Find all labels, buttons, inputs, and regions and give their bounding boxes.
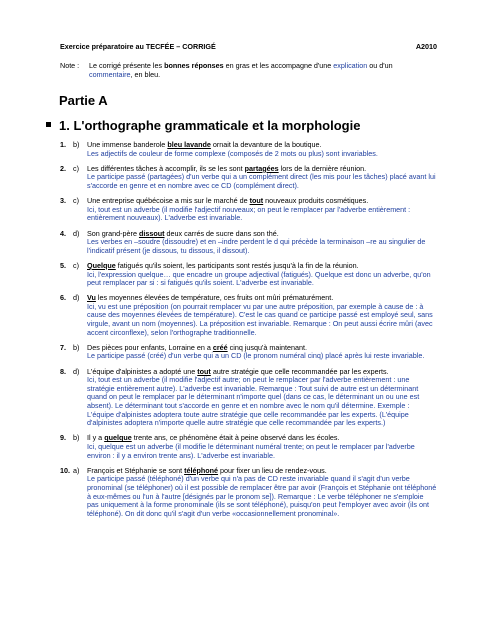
item-letter: b) bbox=[73, 433, 80, 443]
square-bullet-icon bbox=[46, 122, 51, 127]
answer-word: tout bbox=[249, 196, 264, 206]
sentence-text: Son grand-père bbox=[87, 228, 139, 238]
item-number: 2. bbox=[60, 163, 66, 173]
item-body bbox=[87, 344, 437, 361]
sentence-text: ornait la devanture de la boutique. bbox=[210, 140, 322, 149]
answer-item bbox=[60, 434, 437, 460]
item-letter: c) bbox=[73, 196, 79, 206]
sentence-text: L'équipe d'alpinistes a adopté une bbox=[87, 366, 198, 376]
answer-word: créé bbox=[212, 342, 228, 352]
answer-word: téléphoné bbox=[184, 465, 219, 475]
item-explanation: Les verbes en –soudre (dissoudre) et en –indre perdent le d qui précède la terminaison –re au singulier de l'indicatif présent (je dissous, tu dissous, il dissout). bbox=[87, 237, 426, 255]
item-explanation: Le participe passé (créé) d'un verbe qui a un CD (le pronom numéral cinq) placé après lui reste invariable. bbox=[87, 351, 425, 361]
answer-list bbox=[60, 141, 437, 525]
note-text: Le corrigé présente les bonnes réponses en gras et les accompagne d'une explication ou d'un commentaire, en bleu. bbox=[89, 61, 393, 80]
item-explanation: Ici, quelque est un adverbe (il modifie le déterminant numéral trente; on peut le remplacer par l'adverbe environ : il y a environ trente ans). L'adverbe est invariable. bbox=[87, 441, 415, 460]
answer-item bbox=[60, 262, 437, 288]
answer-item bbox=[60, 344, 437, 361]
item-body bbox=[87, 165, 437, 191]
answer-item bbox=[60, 467, 437, 519]
header-title: Exercice préparatoire au TECFÉE – CORRIGÉ bbox=[60, 42, 216, 51]
section-title: 1. L'orthographe grammaticale et la morphologie bbox=[46, 118, 360, 133]
item-explanation: Ici, vu est une préposition (on pourrait remplacer vu par une autre préposition, par exemple à cause de : à cause des moyennes élevées de température). C'est le cas quand ce participe passé est employé seul, sans virgule, avant un nom (moyennes). La préposition est invariable. Remarque : On peut aussi écrire mûri (avec accent circonflexe), selon l'orthographe traditionnelle. bbox=[87, 301, 433, 337]
answer-word: tout bbox=[197, 366, 211, 376]
item-body bbox=[87, 197, 437, 223]
item-letter: d) bbox=[73, 293, 80, 303]
answer-word: Vu bbox=[87, 293, 96, 303]
note-block bbox=[60, 61, 437, 80]
item-explanation: Les adjectifs de couleur de forme complexe (composés de 2 mots ou plus) sont invariables. bbox=[87, 148, 378, 158]
item-explanation: Ici, tout est un adverbe (il modifie l'adjectif nouveaux; on peut le remplacer par l'adverbe entièrement : entièrement nouveaux). L'adverbe est invariable. bbox=[87, 204, 411, 223]
sentence-text: les moyennes élevées de température, ces fruits ont mûri prématurément. bbox=[95, 293, 334, 303]
item-body bbox=[87, 467, 437, 519]
sentence-text: lors de la dernière réunion. bbox=[278, 163, 367, 173]
item-letter: c) bbox=[73, 260, 79, 270]
item-body bbox=[87, 230, 437, 256]
sentence-text: cinq jusqu'à maintenant. bbox=[227, 342, 307, 352]
item-letter: a) bbox=[73, 465, 80, 475]
item-letter: d) bbox=[73, 366, 80, 376]
item-explanation: Ici, l'expression quelque… que encadre un groupe adjectival (fatigués). Quelque est donc un adverbe, qu'on peut remplacer par si : si fatigués qu'ils soient. L'adverbe est invariable. bbox=[87, 269, 431, 288]
sentence-text: Une immense banderole bbox=[87, 140, 168, 149]
answer-word: quelque bbox=[104, 433, 132, 443]
item-body bbox=[87, 294, 437, 337]
answer-item bbox=[60, 368, 437, 428]
answer-item bbox=[60, 294, 437, 337]
answer-word: Quelque bbox=[87, 260, 116, 270]
answer-item bbox=[60, 230, 437, 256]
sentence-text: fatigués qu'ils soient, les participants sont restés jusqu'à la fin de la réunion. bbox=[115, 260, 359, 270]
item-number: 3. bbox=[60, 196, 66, 206]
item-explanation: Le participe passé (téléphoné) d'un verbe qui n'a pas de CD reste invariable quand il s'agit d'un verbe pronominal (se téléphoner) où il est possible de remplacer être par avoir (François et Stéphanie ont téléphoné à eux-mêmes ou l'un à l'autre [désignés par le pronom se]). Remarque : Le verbe téléphoner ne s'emploie pas uniquement à la forme pronominale (ils se sont téléphoné), puisqu'on peut l'employer avec avoir (ils ont téléphoné). On dit donc qu'il s'agit d'un verbe «occasionnellement pronominal». bbox=[87, 474, 437, 518]
answer-item bbox=[60, 197, 437, 223]
item-letter: d) bbox=[73, 228, 80, 238]
sentence-text: François et Stéphanie se sont bbox=[87, 465, 185, 475]
item-explanation: Le participe passé (partagées) d'un verbe qui a un complément direct (les mis pour les tâches) placé avant lui s'accorde en genre et en nombre avec ce CD (complément direct). bbox=[87, 172, 436, 190]
sentence-text: Les différentes tâches à accomplir, ils se les sont bbox=[87, 163, 245, 173]
item-number: 7. bbox=[60, 342, 66, 352]
item-letter: c) bbox=[73, 163, 79, 173]
item-explanation: Ici, tout est un adverbe (il modifie l'adjectif autre; on peut le remplacer par l'adverbe entièrement : une stratégie entièrement autre). L'adverbe est invariable. Remarque : Tout suivi de autre est un déterminant quand on peut le remplacer par le déterminant n'importe quel (dans ce cas, le déterminant un ou une est absent). Le déterminant tout s'accorde en genre et en nombre avec le nom qu'il détermine. Exemple : L'équipe d'alpinistes adoptera toute autre stratégie que celle recommandée par les experts. (L'équipe d'alpinistes adoptera n'importe quelle autre stratégie que celle recommandée par les experts.) bbox=[87, 375, 420, 428]
sentence-text: deux carrés de sucre dans son thé. bbox=[164, 228, 279, 238]
sentence-text: nouveaux produits cosmétiques. bbox=[263, 196, 369, 206]
sentence-text: Des pièces pour enfants, Lorraine en a bbox=[87, 342, 213, 352]
answer-item bbox=[60, 141, 437, 158]
item-number: 8. bbox=[60, 366, 66, 376]
answer-item bbox=[60, 165, 437, 191]
item-number: 10. bbox=[60, 465, 70, 475]
header-code: A2010 bbox=[415, 42, 437, 51]
sentence-text: trente ans, ce phénomène était à peine observé dans les écoles. bbox=[131, 433, 340, 443]
item-body bbox=[87, 262, 437, 288]
item-number: 5. bbox=[60, 260, 66, 270]
sentence-text: pour fixer un lieu de rendez-vous. bbox=[218, 465, 327, 475]
item-number: 4. bbox=[60, 228, 66, 238]
item-number: 1. bbox=[60, 140, 66, 149]
item-letter: b) bbox=[73, 140, 80, 149]
sentence-text: Il y a bbox=[87, 433, 105, 443]
item-number: 9. bbox=[60, 433, 66, 443]
sentence-text: Une entreprise québécoise a mis sur le marché de bbox=[87, 196, 250, 206]
item-letter: b) bbox=[73, 342, 80, 352]
answer-word: dissout bbox=[138, 228, 165, 238]
item-body bbox=[87, 434, 437, 460]
part-title: Partie A bbox=[59, 93, 108, 108]
item-number: 6. bbox=[60, 293, 66, 303]
sentence-text: autre stratégie que celle recommandée par les experts. bbox=[210, 366, 389, 376]
note-label: Note : bbox=[60, 61, 80, 70]
answer-word: bleu lavande bbox=[167, 140, 211, 149]
answer-word: partagées bbox=[244, 163, 279, 173]
document-header bbox=[60, 42, 437, 51]
item-body bbox=[87, 368, 437, 428]
item-body bbox=[87, 141, 437, 158]
